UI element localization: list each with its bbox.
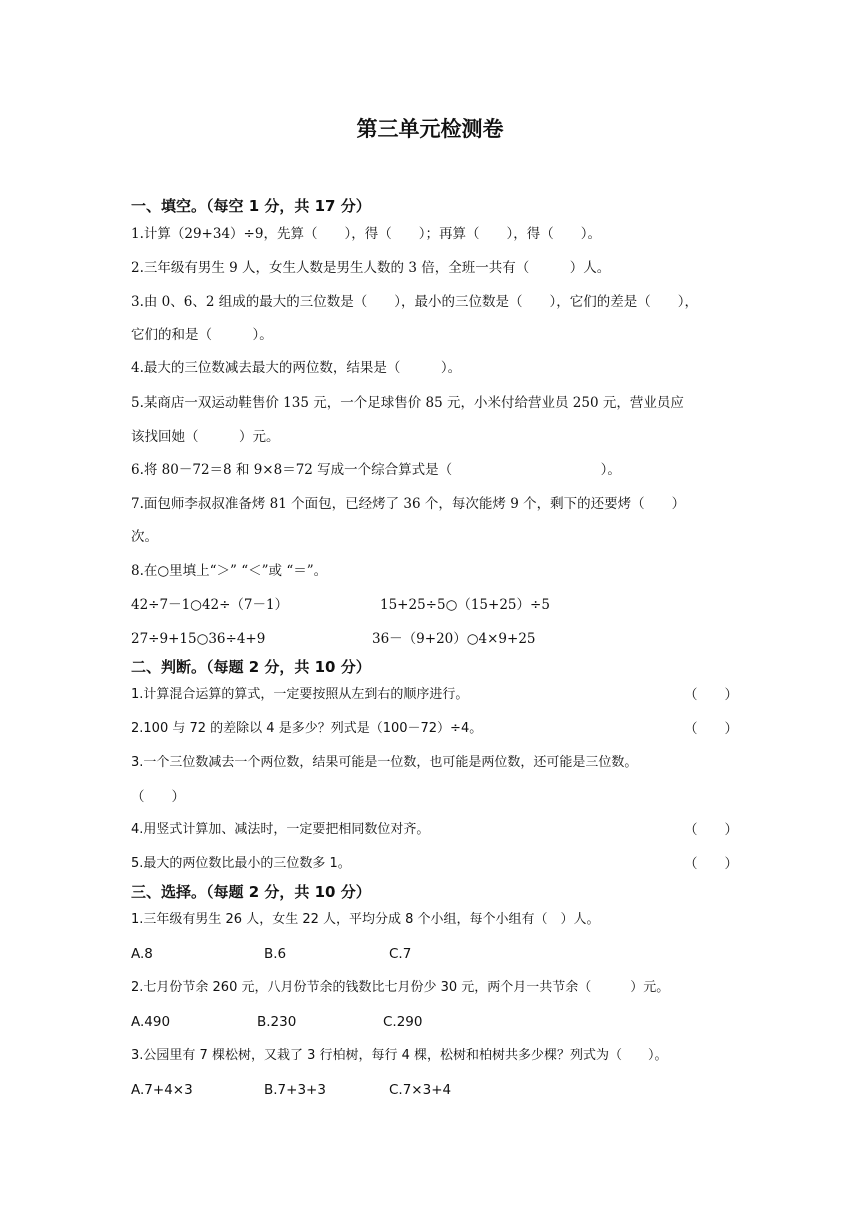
s3-question-3: 3.公园里有 7 棵松树，又栽了 3 行柏树，每行 4 棵，松树和柏树共多少棵？列式为（ ）。 bbox=[131, 1048, 668, 1063]
s1-question-5-line1: 5.某商店一双运动鞋售价 135 元，一个足球售价 85 元，小米付给营业员 250 元，营业员应 bbox=[131, 395, 684, 411]
s2-item-5-answer: （ ） bbox=[684, 856, 738, 872]
s2-item-4: 4.用竖式计算加、减法时，一定要把相同数位对齐。 bbox=[131, 822, 430, 837]
s1-question-4: 4.最大的三位数减去最大的两位数，结果是（ ）。 bbox=[131, 360, 462, 376]
s2-item-4-answer: （ ） bbox=[684, 822, 738, 838]
s1-question-2: 2.三年级有男生 9 人，女生人数是男生人数的 3 倍，全班一共有（ ）人。 bbox=[131, 260, 611, 276]
s1-question-8: 8.在○里填上“＞” “＜”或 “＝”。 bbox=[131, 563, 328, 579]
s1-question-1: 1.计算（29+34）÷9，先算（ ），得（ ）；再算（ ），得（ ）。 bbox=[131, 226, 601, 242]
page-title: 第三单元检测卷 bbox=[356, 117, 504, 141]
s2-item-1: 1.计算混合运算的算式，一定要按照从左到右的顺序进行。 bbox=[131, 687, 469, 702]
s1-question-8-c: 27÷9+15○36÷4+9 bbox=[131, 631, 266, 647]
s3-question-1: 1.三年级有男生 26 人，女生 22 人，平均分成 8 个小组，每个小组有（ ）人。 bbox=[131, 912, 600, 927]
s3-q3-option-b: B.7+3+3 bbox=[264, 1082, 326, 1098]
s2-item-2: 2.100 与 72 的差除以 4 是多少？列式是（100－72）÷4。 bbox=[131, 721, 483, 736]
s1-question-7-line1: 7.面包师李叔叔准备烤 81 个面包，已经烤了 36 个，每次能烤 9 个，剩下的还要烤（ ） bbox=[131, 496, 686, 512]
s2-item-2-answer: （ ） bbox=[684, 721, 738, 737]
section1-heading: 一、填空。（每空 1 分，共 17 分） bbox=[131, 197, 371, 215]
s3-q3-option-c: C.7×3+4 bbox=[389, 1082, 452, 1098]
s1-question-8-a: 42÷7－1○42÷（7－1） bbox=[131, 597, 289, 613]
s2-item-3: 3.一个三位数减去一个两位数，结果可能是一位数，也可能是两位数，还可能是三位数。 bbox=[131, 755, 638, 770]
s3-q1-option-c: C.7 bbox=[389, 946, 412, 962]
s3-q2-option-a: A.490 bbox=[131, 1014, 171, 1030]
s3-q1-option-a: A.8 bbox=[131, 946, 153, 962]
s1-question-8-b: 15+25÷5○（15+25）÷5 bbox=[380, 597, 550, 613]
s3-q2-option-b: B.230 bbox=[257, 1014, 297, 1030]
s3-q1-option-b: B.6 bbox=[264, 946, 287, 962]
s1-question-6: 6.将 80－72＝8 和 9×8＝72 写成一个综合算式是（ ）。 bbox=[131, 462, 621, 478]
section3-heading: 三、选择。（每题 2 分，共 10 分） bbox=[131, 883, 371, 901]
s2-item-5: 5.最大的两位数比最小的三位数多 1。 bbox=[131, 856, 351, 871]
section2-heading: 二、判断。（每题 2 分，共 10 分） bbox=[131, 658, 371, 676]
s1-question-8-d: 36－（9+20）○4×9+25 bbox=[372, 631, 536, 647]
s3-q3-option-a: A.7+4×3 bbox=[131, 1082, 193, 1098]
s1-question-5-line2: 该找回她（ ）元。 bbox=[131, 429, 280, 445]
s2-item-3-answer: （ ） bbox=[131, 789, 185, 805]
s1-question-3-line1: 3.由 0、6、2 组成的最大的三位数是（ ），最小的三位数是（ ），它们的差是（ ）， bbox=[131, 294, 698, 310]
s1-question-3-line2: 它们的和是（ ）。 bbox=[131, 327, 273, 343]
s2-item-1-answer: （ ） bbox=[684, 687, 738, 703]
s3-question-2: 2.七月份节余 260 元，八月份节余的钱数比七月份少 30 元，两个月一共节余（ ）元。 bbox=[131, 980, 670, 995]
s1-question-7-line2: 次。 bbox=[131, 529, 158, 545]
s3-q2-option-c: C.290 bbox=[383, 1014, 423, 1030]
